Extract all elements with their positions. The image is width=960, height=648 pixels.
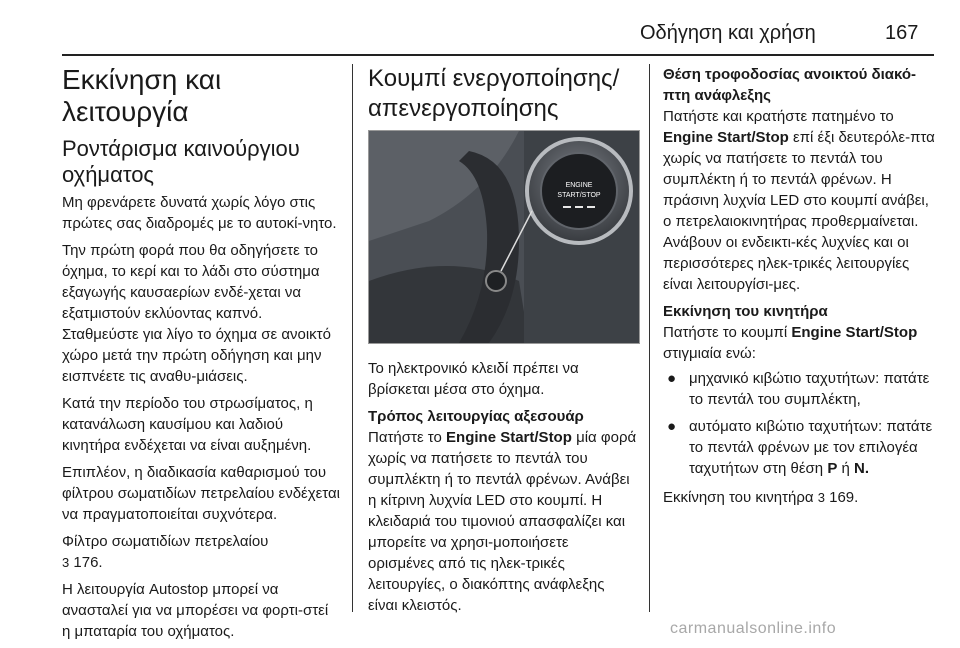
- button-name: Engine Start/Stop: [791, 324, 918, 341]
- button-name: Engine Start/Stop: [446, 429, 572, 446]
- column-divider: [649, 64, 650, 612]
- paragraph: Μη φρενάρετε δυνατά χωρίς λόγο στις πρώτες σας διαδρομές με το αυτοκί‐νητο.: [62, 194, 337, 232]
- cross-reference: [663, 487, 935, 508]
- column-divider: [352, 64, 353, 612]
- arrow-ref-icon: 3: [817, 490, 825, 505]
- dashboard-illustration: [369, 131, 639, 343]
- paragraph: Πατήστε το κουμπί Engine Start/Stop στιγμιαία ενώ:: [663, 324, 918, 362]
- cross-reference: [62, 531, 340, 573]
- paragraph: Την πρώτη φορά που θα οδηγήσετε το όχημα, το κερί και το λάδι στο σύστημα εξαγωγής καυσαερίων ενδέ‐χεται να εξατμιστούν εκλύοντας καπνό. Σταθμεύστε για λίγο το όχημα σε ανοικτό χώρο μετά την πρώτη οδήγηση και μην εισπνέετε τις αναθυ‐μιάσεις.: [62, 242, 331, 385]
- ref-page[interactable]: 176.: [73, 554, 103, 571]
- subsection-title: Ροντάρισμα καινούργιου οχήματος: [62, 136, 300, 187]
- image-caption: Το ηλεκτρονικό κλειδί πρέπει να βρίσκεται μέσα στο όχημα.: [368, 360, 579, 398]
- start-stop-button-photo: [368, 130, 640, 344]
- button-label-startstop: START/STOP: [557, 192, 601, 199]
- page-number: 167: [885, 22, 919, 44]
- list-item: ● μηχανικό κιβώτιο ταχυτήτων: πατάτε το πεντάλ του συμπλέκτη,: [667, 370, 930, 408]
- watermark: carmanualsonline.info: [670, 620, 837, 637]
- section-title: Κουμπί ενεργοποίησης/απενεργοποίησης: [368, 65, 620, 122]
- column-2: [368, 64, 638, 622]
- ref-text: Φίλτρο σωματιδίων πετρελαίου: [62, 533, 269, 550]
- ref-text: Εκκίνηση του κινητήρα: [663, 489, 814, 506]
- subheading: Θέση τροφοδοσίας ανοικτού διακό‐πτη ανάφλεξης: [663, 66, 917, 104]
- bullet-icon: ●: [667, 418, 677, 435]
- button-name: Engine Start/Stop: [663, 129, 789, 146]
- section-title: Εκκίνηση και λειτουργία: [62, 64, 222, 127]
- column-3: [663, 64, 935, 514]
- bullet-list: [663, 368, 935, 479]
- paragraph: Πατήστε και κρατήστε πατημένο το Engine Start/Stop επί έξι δευτερόλε‐πτα χωρίς να πατήσετε το πεντάλ του συμπλέκτη ή το πεντάλ φρένων. Η πράσινη λυχνία LED στο κουμπί ανάβει, ο πετρελαιοκινητήρας προθερμαίνεται. Ανάβουν οι ενδεικτι‐κές λυχνίες και οι περισσότερες ηλεκ‐τρικές λειτουργίες είναι λειτουργίσι‐μες.: [663, 108, 935, 293]
- subheading: Τρόπος λειτουργίας αξεσουάρ: [368, 408, 584, 425]
- bullet-icon: ●: [667, 370, 677, 387]
- list-item: ● αυτόματο κιβώτιο ταχυτήτων: πατάτε το πεντάλ φρένων με τον επιλογέα ταχυτήτων στη θέση P ή N.: [667, 418, 933, 477]
- gear-position-n: N.: [854, 460, 870, 477]
- page-header: [0, 0, 960, 60]
- button-label-engine: ENGINE: [565, 182, 593, 189]
- paragraph: Πατήστε το Engine Start/Stop μία φορά χωρίς να πατήσετε το πεντάλ του συμπλέκτη ή το πεντάλ φρένων. Ανάβει η κίτρινη λυχνία LED στο κουμπί. Η κλειδαριά του τιμονιού απασφαλίζει και μπορείτε να χρησι‐μοποιήσετε ορισμένες από τις ηλεκ‐τρικές λειτουργίες, ο διακόπτης ανάφλεξης είναι κλειστός.: [368, 429, 637, 614]
- subheading: Εκκίνηση του κινητήρα: [663, 303, 828, 320]
- paragraph: Κατά την περίοδο του στρωσίματος, η κατανάλωση καυσίμου και λαδιού κινητήρα ενδέχεται να είναι αυξημένη.: [62, 395, 313, 454]
- ref-page[interactable]: 169.: [829, 489, 859, 506]
- running-title: Οδήγηση και χρήση: [640, 22, 816, 44]
- arrow-ref-icon: 3: [62, 555, 70, 570]
- column-1: [62, 64, 340, 648]
- header-rule: [62, 54, 934, 56]
- paragraph: Η λειτουργία Autostop μπορεί να ανασταλεί για να μπορέσει να φορτι‐στεί η μπαταρία του οχήματος.: [62, 581, 329, 640]
- gear-position-p: P: [827, 460, 838, 477]
- paragraph: Επιπλέον, η διαδικασία καθαρισμού του φίλτρου σωματιδίων πετρελαίου ενδέχεται να πραγματοποιείται συχνότερα.: [62, 464, 341, 523]
